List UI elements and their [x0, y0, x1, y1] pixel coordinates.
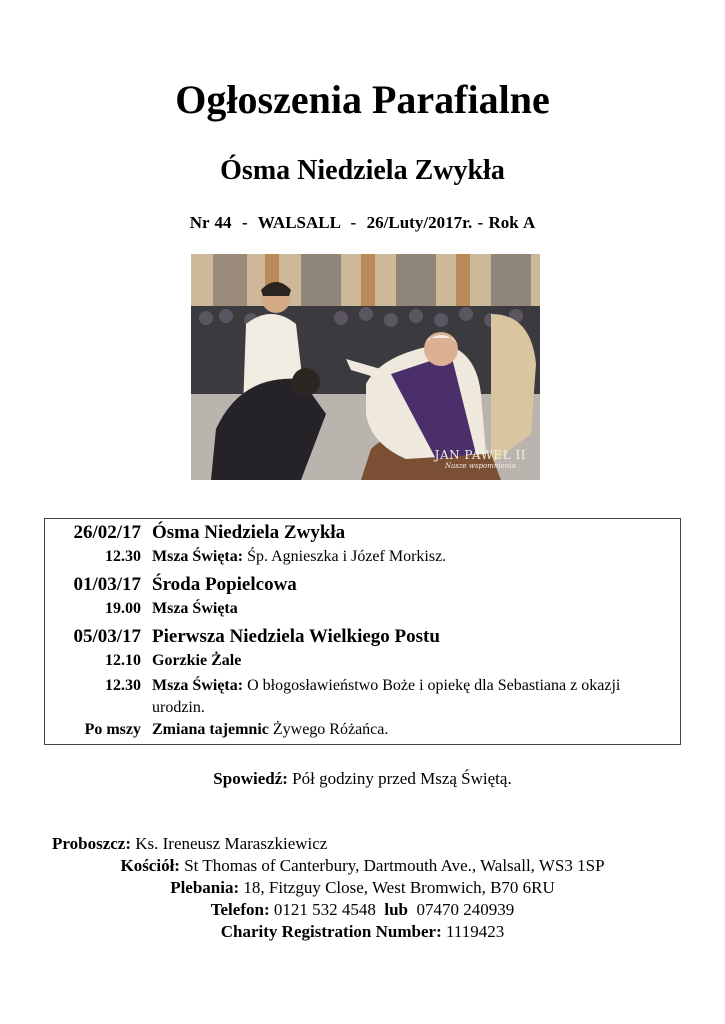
confession-note — [0, 769, 725, 789]
day-title: Pierwsza Niedziela Wielkiego Postu — [152, 626, 440, 647]
church-address: St Thomas of Canterbury, Dartmouth Ave., Walsall, WS3 1SP — [179, 856, 605, 875]
entry-time: 12.30 — [105, 548, 141, 565]
rectory-label: Plebania: — [170, 878, 240, 897]
charity-label: Charity Registration Number: — [220, 922, 442, 941]
entry-label: Msza Święta — [152, 600, 238, 617]
entry-label: Msza Święta: — [152, 677, 244, 694]
phone-number-2: 07470 240939 — [412, 900, 515, 919]
footer-charity — [0, 921, 725, 943]
confession-text: Pół godziny przed Mszą Świętą. — [287, 769, 512, 788]
charity-number: 1119423 — [441, 922, 505, 941]
schedule-day-header — [45, 623, 681, 650]
day-title: Ósma Niedziela Zwykła — [152, 522, 346, 543]
rectory-address: 18, Fitzguy Close, West Bromwich, B70 6RU — [239, 878, 555, 897]
entry-label: Zmiana tajemnic — [152, 721, 269, 738]
entry-text: Śp. Agnieszka i Józef Morkisz. — [243, 548, 447, 565]
pastor-label: Proboszcz: — [52, 834, 131, 853]
day-title: Środa Popielcowa — [152, 574, 297, 595]
schedule-table — [44, 518, 681, 745]
schedule-day-header — [45, 571, 681, 598]
entry-time: Po mszy — [84, 721, 141, 738]
entry-description — [152, 546, 681, 571]
photo-caption-title: JAN PAWEŁ II — [434, 448, 526, 462]
entry-description — [152, 719, 681, 745]
page-subtitle: Ósma Niedziela Zwykła — [220, 155, 505, 186]
entry-time: 12.30 — [105, 677, 141, 694]
page-title: Ogłoszenia Parafialne — [175, 77, 550, 122]
entry-time: 19.00 — [105, 600, 141, 617]
photo-illustration — [191, 254, 540, 480]
footer-rectory — [0, 877, 725, 899]
phone-label: Telefon: — [210, 900, 270, 919]
schedule-day-3 — [45, 623, 681, 745]
schedule-entry — [45, 719, 681, 745]
confession-label: Spowiedź: — [213, 769, 288, 788]
schedule-day-1 — [45, 519, 681, 572]
schedule-entry — [45, 598, 681, 623]
entry-time: 12.10 — [105, 652, 141, 669]
entry-text: Żywego Różańca. — [268, 721, 389, 738]
entry-description — [152, 650, 681, 675]
schedule-entry — [45, 546, 681, 571]
day-date: 01/03/17 — [73, 574, 141, 595]
schedule-entry — [45, 675, 681, 719]
schedule-day-header — [45, 519, 681, 547]
entry-label: Gorzkie Żale — [152, 652, 242, 669]
photo-caption-subtitle: Nasze wspomnienia — [444, 462, 516, 470]
footer-church — [0, 855, 725, 877]
phone-number-1: 0121 532 4548 — [269, 900, 381, 919]
footer-pastor — [52, 833, 327, 855]
entry-description — [152, 598, 681, 623]
schedule-entry — [45, 650, 681, 675]
day-date: 26/02/17 — [73, 522, 141, 543]
day-date: 05/03/17 — [73, 626, 141, 647]
footer-phone — [0, 899, 725, 921]
church-label: Kościół: — [120, 856, 180, 875]
schedule-day-2 — [45, 571, 681, 623]
entry-description — [152, 675, 681, 719]
pope-photo — [191, 254, 540, 480]
phone-separator: lub — [380, 900, 413, 919]
pastor-name: Ks. Ireneusz Maraszkiewicz — [131, 834, 328, 853]
issue-line: Nr 44 - WALSALL - 26/Luty/2017r. - Rok A — [189, 213, 536, 232]
entry-label: Msza Święta: — [152, 548, 244, 565]
photo-caption — [435, 448, 526, 470]
entry-text: O błogosławieństwo Boże i opiekę dla Sebastiana z okazji urodzin. — [152, 677, 621, 716]
